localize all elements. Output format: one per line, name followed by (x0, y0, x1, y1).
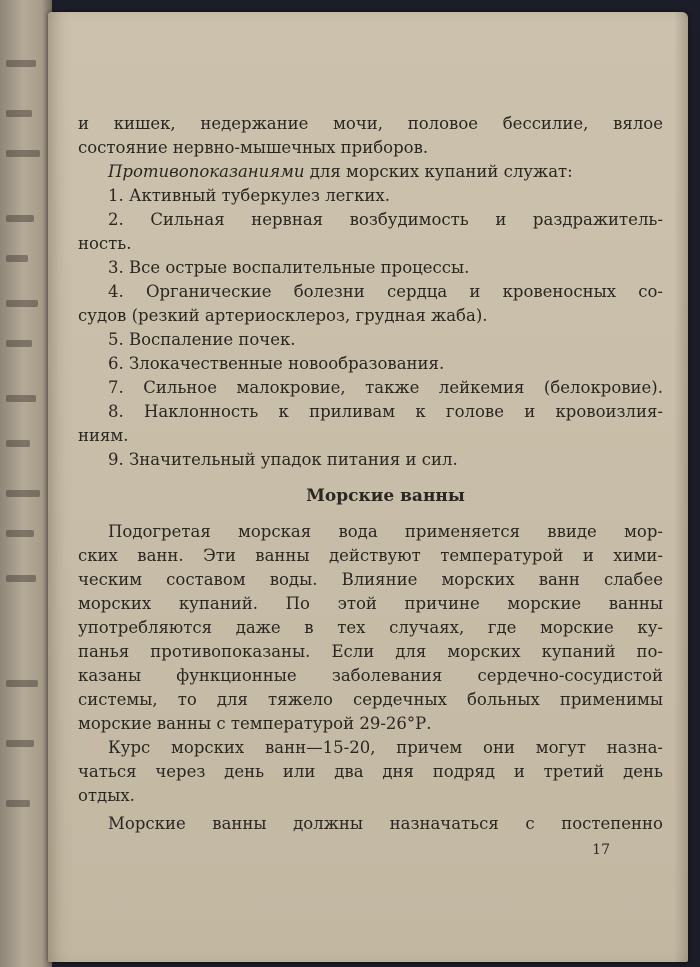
list-item: 5. Воспаление почек. (108, 330, 296, 349)
ghost-text-fragment (6, 340, 32, 347)
list-item: 2. Сильная нервная возбудимость и раздражитель- (108, 210, 663, 229)
text-line: и кишек, недержание мочи, половое бессилие, вялое (78, 114, 663, 133)
list-item: 6. Злокачественные новообразования. (108, 354, 445, 373)
ghost-text-fragment (6, 490, 40, 497)
list-item: 4. Органические болезни сердца и кровеносных со- (108, 282, 663, 301)
ghost-text-fragment (6, 215, 34, 222)
section-heading: Морские ванны (306, 486, 465, 506)
list-item: 1. Активный туберкулез легких. (108, 186, 390, 205)
list-item-continuation: ниям. (78, 426, 129, 445)
text-line: морские ванны с температурой 29-26°Р. (78, 714, 432, 733)
list-item: 9. Значительный упадок питания и сил. (108, 450, 458, 469)
text-line: ческим составом воды. Влияние морских ванн слабее (78, 570, 663, 589)
page-edge-shadow (674, 12, 688, 962)
text-line: употребляются даже в тех случаях, где морские ку- (78, 618, 663, 637)
text-line: Курс морских ванн—15-20, причем они могут назна- (108, 738, 663, 757)
text-line: Морские ванны должны назначаться с постепенно (108, 814, 663, 833)
text-line: ских ванн. Эти ванны действуют температурой и хими- (78, 546, 663, 565)
text-fragment: для морских купаний служат: (304, 162, 573, 181)
list-item: 7. Сильное малокровие, также лейкемия (белокровие). (108, 378, 663, 397)
ghost-text-fragment (6, 60, 36, 67)
contraindications-term: Противопоказаниями (108, 162, 305, 181)
text-line: отдых. (78, 786, 135, 805)
contraindications-intro (78, 160, 663, 184)
ghost-text-fragment (6, 395, 36, 402)
ghost-text-fragment (6, 300, 38, 307)
text-line: Подогретая морская вода применяется ввиде мор- (108, 522, 663, 541)
text-line: состояние нервно-мышечных приборов. (78, 138, 429, 157)
page-text (78, 112, 663, 836)
list-item: 3. Все острые воспалительные процессы. (108, 258, 470, 277)
ghost-text-fragment (6, 530, 34, 537)
ghost-text-fragment (6, 255, 28, 262)
ghost-text-fragment (6, 440, 30, 447)
list-item-continuation: ность. (78, 234, 132, 253)
text-line: панья противопоказаны. Если для морских купаний по- (78, 642, 663, 661)
ghost-text-fragment (6, 150, 40, 157)
list-item: 8. Наклонность к приливам к голове и кровоизлия- (108, 402, 663, 421)
ghost-text-fragment (6, 740, 34, 747)
ghost-text-fragment (6, 575, 36, 582)
text-line: казаны функционные заболевания сердечно-сосудистой (78, 666, 663, 685)
list-item-continuation: судов (резкий артериосклероз, грудная жаба). (78, 306, 488, 325)
page-number: 17 (592, 842, 610, 858)
ghost-text-fragment (6, 680, 38, 687)
text-line: системы, то для тяжело сердечных больных применимы (78, 690, 663, 709)
book-page (48, 12, 688, 962)
previous-page-edge (0, 0, 52, 967)
ghost-text-fragment (6, 800, 30, 807)
text-line: морских купаний. По этой причине морские ванны (78, 594, 663, 613)
ghost-text-fragment (6, 110, 32, 117)
text-line: чаться через день или два дня подряд и третий день (78, 762, 663, 781)
